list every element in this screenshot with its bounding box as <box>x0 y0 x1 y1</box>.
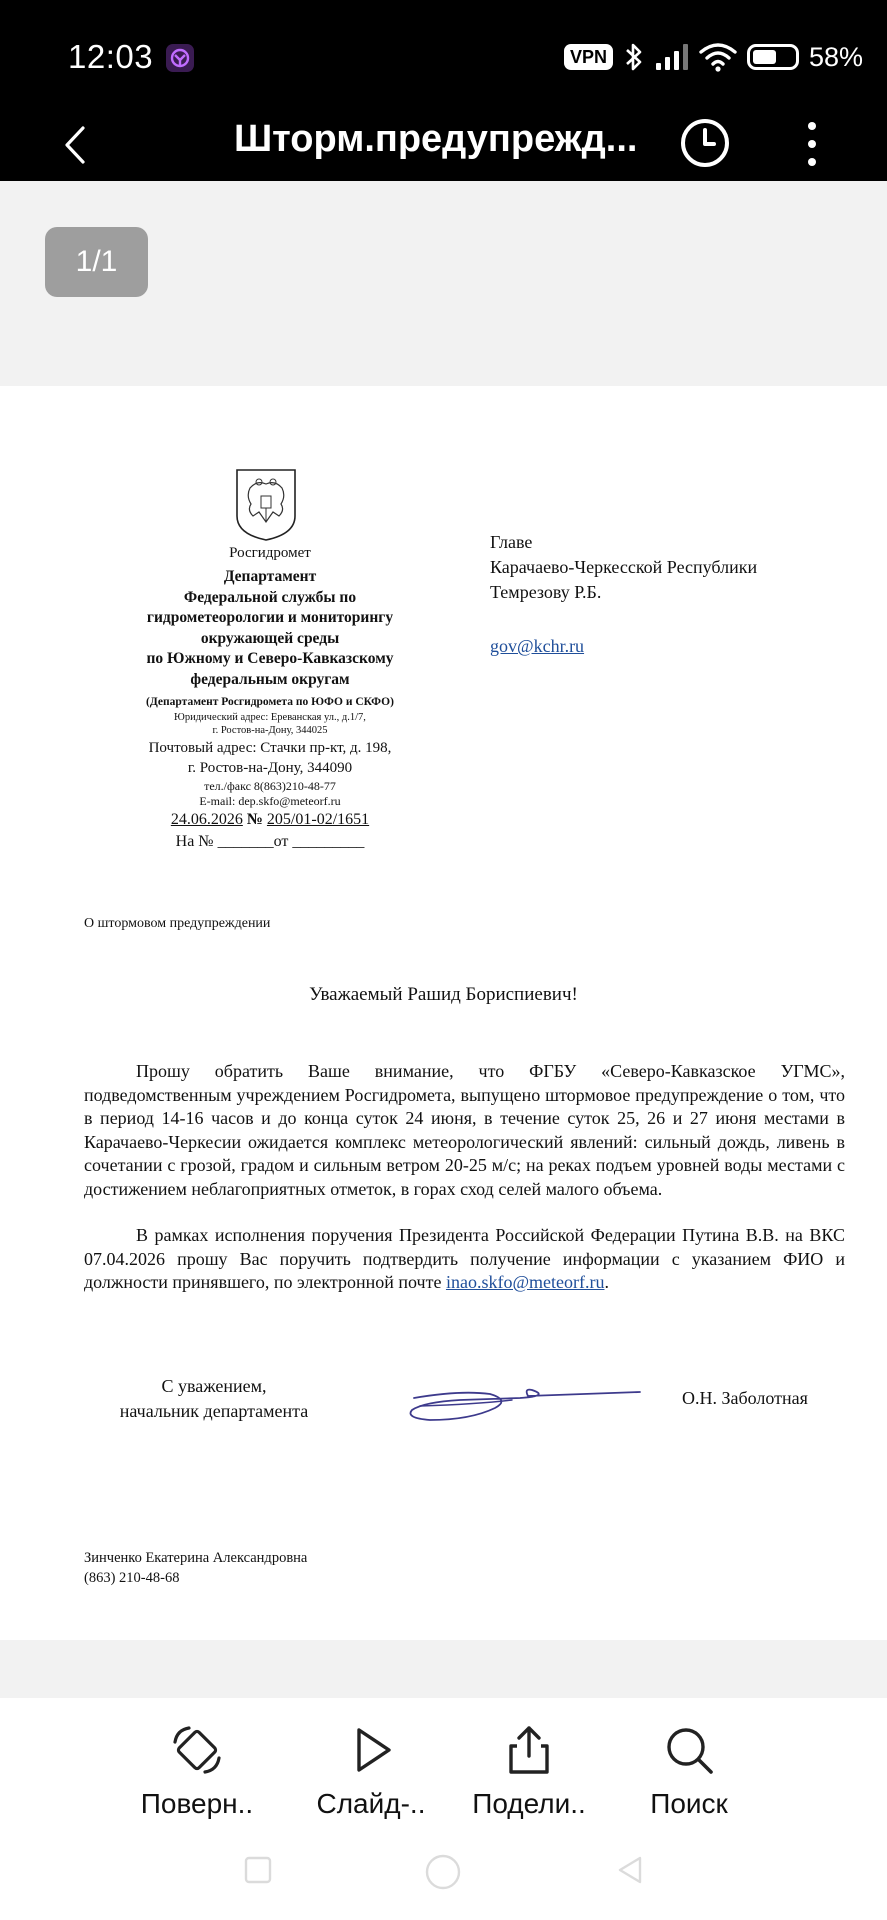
addressee <box>490 530 757 605</box>
legal-address-line: г. Ростов-на-Дону, 344025 <box>212 725 328 736</box>
slideshow-button[interactable] <box>296 1722 446 1820</box>
executor-block <box>84 1548 307 1588</box>
addressee-line: Главе <box>490 532 533 552</box>
back-nav-icon[interactable] <box>612 1852 648 1888</box>
top-bar <box>0 0 887 181</box>
play-icon <box>343 1722 399 1778</box>
reg-number: 205/01-02/1651 <box>266 811 370 828</box>
paragraph-text: Прошу обратить Ваше внимание, что ФГБУ «Северо-Кавказское УГМС», подведомственным учреждением Росгидромета, выпущено штормовое предупреждение о том, что в период 14-16 часов и до конца суток 24 июня, в течение суток 25, 26 и 27 июня местами в Карачаево-Черкесии ожидается комплекс метеорологический явлений: сильный дождь, ливень в сочетании с грозой, градом и сильным ветром 20-25 м/с; на реках подъем уровней воды местами с достижением неблагоприятных отметок, в горах сход селей малого объема. <box>84 1061 845 1199</box>
signer-name: О.Н. Заболотная <box>682 1388 808 1408</box>
coat-of-arms-emblem <box>233 466 299 542</box>
body-paragraph <box>84 1060 845 1201</box>
wifi-icon <box>699 42 737 72</box>
dept-line: гидрометеорологии и мониторингу <box>146 609 394 626</box>
addressee-line: Темрезову Р.Б. <box>490 582 602 602</box>
regards-line: С уважением, <box>161 1376 267 1396</box>
signal-icon <box>655 43 689 71</box>
status-icons <box>564 40 863 74</box>
document-page <box>0 386 887 1640</box>
reg-sign: № <box>246 811 263 828</box>
regards-block <box>94 1374 334 1424</box>
letterhead-email: E-mail: dep.skfo@meteorf.ru <box>199 794 341 808</box>
paragraph-end: . <box>604 1272 609 1292</box>
search-label: Поиск <box>650 1788 728 1819</box>
dept-line: федеральным округам <box>190 670 350 688</box>
executor-name: Зинченко Екатерина Александровна <box>84 1550 308 1566</box>
letterhead-org: Росгидромет <box>229 545 311 561</box>
body-paragraph <box>84 1224 845 1295</box>
regards-line: начальник департамента <box>119 1401 309 1421</box>
executor-phone: (863) 210-48-68 <box>84 1570 180 1586</box>
postal-address-line: г. Ростов-на-Дону, 344090 <box>187 760 353 776</box>
search-button[interactable] <box>614 1722 764 1820</box>
registration-line <box>120 811 420 829</box>
letterhead-legal-address <box>120 711 420 737</box>
dept-line: по Южному и Северо-Кавказскому <box>146 650 394 667</box>
status-time: 12:03 <box>68 38 154 75</box>
letterhead-postal-address <box>120 738 420 778</box>
addressee-email-link[interactable]: gov@kchr.ru <box>490 636 585 656</box>
vpn-badge: VPN <box>564 44 613 70</box>
postal-address-line: Почтовый адрес: Стачки пр-кт, д. 198, <box>148 740 392 756</box>
legal-address-line: Юридический адрес: Ереванская ул., д.1/7, <box>174 712 366 723</box>
share-button[interactable] <box>454 1722 604 1820</box>
battery-icon <box>747 44 799 70</box>
home-nav-icon[interactable] <box>423 1852 463 1892</box>
reference-line: На № _______от _________ <box>175 833 365 850</box>
more-icon[interactable] <box>800 120 824 170</box>
slideshow-label: Слайд-.. <box>316 1788 426 1819</box>
back-icon[interactable] <box>56 120 92 170</box>
addressee-line: Карачаево-Черкесской Республики <box>490 557 758 577</box>
share-icon <box>501 1722 557 1778</box>
salutation: Уважаемый Рашид Бориспиевич! <box>309 984 578 1005</box>
dept-line: Департамент <box>223 568 317 585</box>
dept-line: Федеральной службы по <box>183 588 357 606</box>
recents-nav-icon[interactable] <box>240 1852 276 1888</box>
letterhead-department <box>120 567 420 690</box>
document-title: Шторм.предупрежд... <box>234 118 638 160</box>
bottom-action-bar <box>0 1698 887 1920</box>
search-icon <box>661 1722 717 1778</box>
page-indicator: 1/1 <box>45 227 148 297</box>
app-notification-icon <box>166 44 194 72</box>
reg-date: 24.06.2026 <box>170 811 243 828</box>
letterhead-contacts <box>120 779 420 809</box>
share-label: Подели.. <box>472 1788 586 1819</box>
rotate-icon <box>169 1722 225 1778</box>
letter-subject: О штормовом предупреждении <box>84 916 271 931</box>
bluetooth-icon <box>623 42 645 72</box>
handwritten-signature <box>400 1376 645 1436</box>
letterhead-short-name: (Департамент Росгидромета по ЮФО и СКФО) <box>146 696 394 708</box>
letterhead-phone: тел./факс 8(863)210-48-77 <box>204 779 336 793</box>
rotate-label: Поверн.. <box>140 1788 254 1819</box>
battery-percent: 58% <box>808 41 863 72</box>
history-icon[interactable] <box>679 117 731 169</box>
dept-line: окружающей среды <box>200 629 340 647</box>
paragraph-text: В рамках исполнения поручения Президента Российской Федерации Путина В.В. на ВКС 07.04.2026 прошу Вас поручить подтвердить получение информации с указанием ФИО и должности принявшего, по электронной почте <box>84 1225 845 1292</box>
reply-email-link[interactable]: inao.skfo@meteorf.ru <box>445 1272 605 1292</box>
rotate-button[interactable] <box>122 1722 272 1820</box>
